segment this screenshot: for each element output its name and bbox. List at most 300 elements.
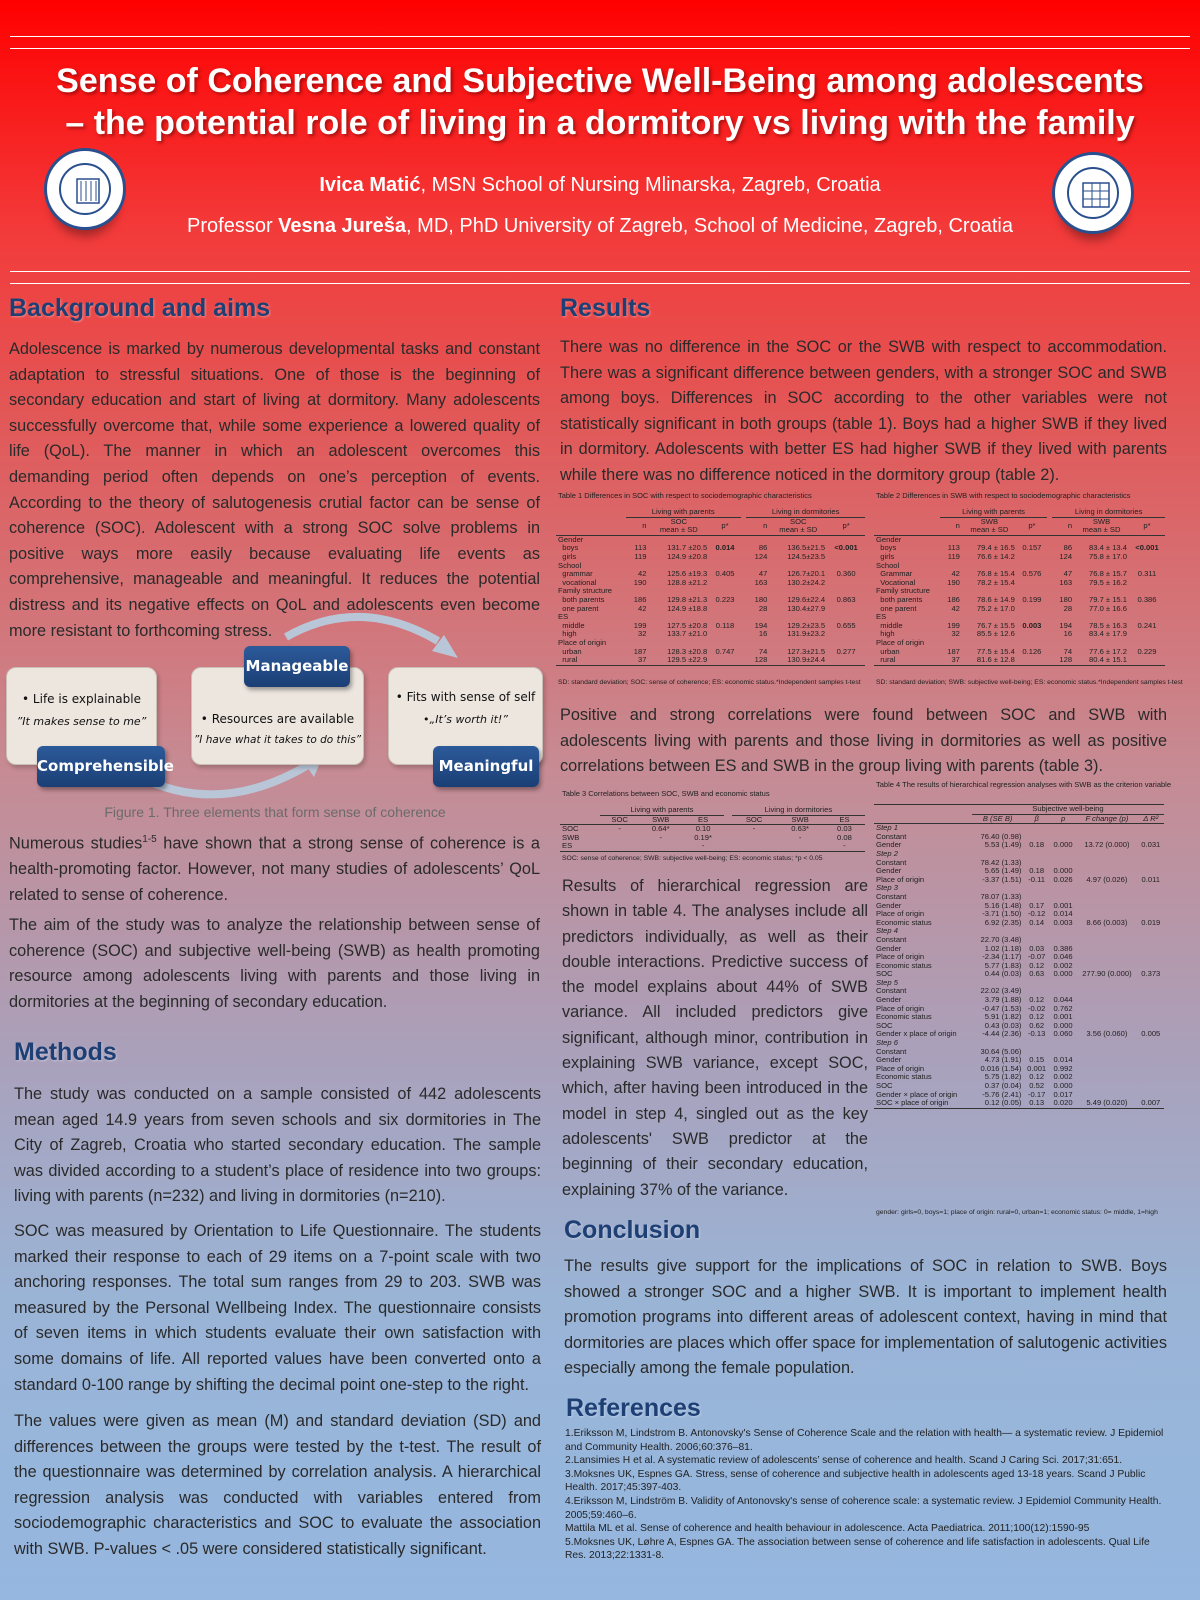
n-value: 187 bbox=[947, 646, 960, 656]
mean-value: 85.5 ± 12.6 bbox=[976, 629, 1015, 639]
reg-value: 5.77 (1.83) bbox=[984, 960, 1022, 970]
super-header-row bbox=[874, 805, 1164, 815]
n-value: 47 bbox=[1063, 569, 1073, 579]
reg-value bbox=[1076, 1056, 1137, 1065]
table1-caption: Table 1 Differences in SOC with respect to sociodemographic characteristics bbox=[558, 491, 812, 500]
mean-value: 133.7 ±21.0 bbox=[667, 629, 708, 639]
methods-paragraph-2: SOC was measured by Orientation to Life Questionnaire. The students marked their response to each of 29 items on a 7-point scale with two anchoring responses. The total sum ranges from 29 to 203. SWB was measured by the Personal Wellbeing Index. The questionnaire consists of seven items in which students evaluate their own satisfaction with some domains of life. All reported values have been converted onto a standard 0-100 range by shifting the decimal point one-step to the right. bbox=[14, 1222, 541, 1394]
reg-value bbox=[1138, 996, 1164, 1005]
col-header: SWB bbox=[640, 815, 682, 825]
reg-value: 0.03 bbox=[1029, 943, 1045, 953]
mean-value: 130.9±24.4 bbox=[769, 656, 827, 665]
mean-value: 75.8 ± 17.0 bbox=[1089, 551, 1127, 561]
mean-value: 75.2 ± 17.0 bbox=[976, 603, 1015, 613]
table-row bbox=[874, 656, 1165, 665]
row-label: Grammar bbox=[876, 569, 913, 579]
row-label: high bbox=[876, 629, 895, 639]
p-value bbox=[1017, 553, 1047, 562]
p-value bbox=[1017, 605, 1047, 614]
reg-value: 0.005 bbox=[1141, 1029, 1161, 1039]
reg-value bbox=[1076, 902, 1137, 911]
reg-value bbox=[1138, 987, 1164, 996]
row-label: Gender bbox=[876, 1055, 902, 1065]
row-label: Place of origin bbox=[876, 1063, 925, 1073]
author-line-1 bbox=[0, 174, 1200, 197]
results-heading: Results bbox=[560, 294, 651, 322]
n-value: 32 bbox=[638, 629, 647, 639]
background-paragraph-2 bbox=[9, 827, 540, 908]
p-value: 0.277 bbox=[836, 646, 856, 656]
box2-quote: ”I have what it takes to do this” bbox=[193, 734, 362, 746]
row-label: both parents bbox=[558, 594, 605, 604]
row-label: Place of origin bbox=[876, 1003, 925, 1013]
label-manageable: Manageable bbox=[244, 646, 350, 687]
reg-value: 0.43 (0.03) bbox=[984, 1020, 1022, 1030]
reg-value: 0.62 bbox=[1029, 1020, 1045, 1030]
col-measure-header bbox=[962, 517, 1017, 535]
title-line-2: – the potential role of living in a dormitory vs living with the family bbox=[65, 104, 1135, 142]
reg-value bbox=[1138, 1073, 1164, 1082]
reg-value bbox=[1138, 1056, 1164, 1065]
header-rule-bottom-2 bbox=[10, 283, 1190, 284]
poster-title bbox=[0, 60, 1200, 144]
mean-value: 79.5 ± 16.2 bbox=[1089, 577, 1127, 587]
group-label: Living with parents bbox=[600, 806, 725, 815]
reference-item: 2.Lansimies H et al. A systematic review of adolescents’ sense of coherence and health. Scand J Caring Sci. 2017;31:651. bbox=[565, 1455, 1123, 1467]
table-row bbox=[560, 834, 865, 843]
reg-value: 0.17 bbox=[1029, 900, 1045, 910]
p-value: <0.001 bbox=[1135, 543, 1159, 553]
reg-value: 0.12 (0.05) bbox=[972, 1099, 1024, 1108]
col-n-header: n bbox=[626, 517, 649, 535]
table4-caption: Table 4 The results of hierarchical regression analyses with SWB as the criterion variable bbox=[876, 780, 1171, 789]
reg-value: 6.92 (2.35) bbox=[984, 917, 1022, 927]
n-value: 16 bbox=[1063, 629, 1073, 639]
mean-value: 78.6 ± 14.9 bbox=[976, 594, 1015, 604]
reg-value: 0.18 bbox=[1029, 840, 1045, 850]
row-group-label: Gender bbox=[876, 534, 902, 544]
conclusion-paragraph: The results give support for the implications of SOC in relation to SWB. Boys showed a stronger SOC and a higher SWB. It is important to implement health promotion programs into different areas of adolescent context, having in mind that dormitories are places which offer space for implementation of salutogenic activities especially among the female population. bbox=[564, 1257, 1167, 1378]
table-cell bbox=[874, 805, 972, 815]
label-meaningful: Meaningful bbox=[433, 746, 539, 787]
p-value: 0.576 bbox=[1022, 569, 1042, 579]
reg-value: 78.07 (1.33) bbox=[980, 891, 1022, 901]
box2-bullet: Resources are available bbox=[211, 712, 355, 726]
measure-name: SOC bbox=[670, 516, 688, 526]
n-value: 37 bbox=[626, 656, 649, 665]
n-value: 180 bbox=[754, 594, 768, 604]
row-label: both parents bbox=[876, 594, 923, 604]
p2-start: Numerous studies bbox=[9, 834, 143, 853]
reg-value: 0.020 bbox=[1050, 1099, 1076, 1108]
table-row bbox=[874, 605, 1165, 614]
author-2-title: Professor bbox=[187, 215, 279, 237]
reg-value: 0.12 bbox=[1029, 1012, 1045, 1022]
row-label: Gender bbox=[876, 840, 902, 850]
p-value: 0.126 bbox=[1022, 646, 1042, 656]
row-label: Place of origin bbox=[876, 952, 925, 962]
col-header: ES bbox=[824, 815, 865, 825]
row-group-label: ES bbox=[876, 612, 887, 622]
col-p-header: p* bbox=[709, 517, 741, 535]
results-paragraph-2: Positive and strong correlations were found between SOC and SWB with adolescents living with parents and those living in dormitories as well as positive correlations between ES and SWB in the group living with parents (table 3). bbox=[560, 706, 1167, 776]
p-value: 0.003 bbox=[1022, 620, 1042, 630]
n-value: 47 bbox=[758, 569, 768, 579]
n-value: 32 bbox=[951, 629, 960, 639]
reg-value: 0.026 bbox=[1053, 874, 1073, 884]
corr-value: 0.64* bbox=[651, 824, 670, 834]
reg-value: -3.37 (1.51) bbox=[982, 874, 1022, 884]
measure-unit: mean ± SD bbox=[779, 525, 818, 535]
mean-value: 77.6 ± 17.2 bbox=[1089, 646, 1127, 656]
corr-value bbox=[640, 842, 682, 851]
reg-value: 0.019 bbox=[1141, 917, 1161, 927]
reg-value: 0.373 bbox=[1141, 969, 1161, 979]
p-value bbox=[827, 605, 865, 614]
mean-value: 129.2±23.5 bbox=[787, 620, 826, 630]
reg-value bbox=[1138, 893, 1164, 902]
reg-value bbox=[1138, 1013, 1164, 1022]
table3-caption: Table 3 Correlations between SOC, SWB and economic status bbox=[562, 789, 770, 798]
row-label: boys bbox=[876, 543, 897, 553]
measure-unit: mean ± SD bbox=[970, 525, 1009, 535]
row-label: Gender × place of origin bbox=[876, 1089, 958, 1099]
n-value: 42 bbox=[951, 569, 960, 579]
mean-value: 77.0 ± 16.6 bbox=[1089, 603, 1127, 613]
mean-value: 76.6 ± 14.2 bbox=[976, 551, 1015, 561]
corr-value bbox=[732, 842, 777, 851]
row-label: boys bbox=[558, 543, 579, 553]
author-1-affiliation: , MSN School of Nursing Mlinarska, Zagreb, Croatia bbox=[420, 174, 881, 196]
row-label: one parent bbox=[876, 603, 917, 613]
corr-value bbox=[600, 842, 640, 851]
reg-value: 0.000 bbox=[1053, 840, 1073, 850]
row-label: vocational bbox=[558, 577, 597, 587]
p-value: 0.199 bbox=[1022, 594, 1042, 604]
reg-value: 0.002 bbox=[1053, 1072, 1073, 1082]
reg-value: 0.001 bbox=[1027, 1063, 1047, 1073]
n-value: 199 bbox=[633, 620, 647, 630]
p-value bbox=[1129, 630, 1165, 639]
mean-value: 78.2 ± 15.4 bbox=[976, 577, 1015, 587]
p-value bbox=[1129, 553, 1165, 562]
n-value: 186 bbox=[947, 594, 960, 604]
reg-value: 0.14 bbox=[1029, 917, 1045, 927]
col-header: Δ R² bbox=[1138, 814, 1164, 824]
mean-value: 80.4 ± 15.1 bbox=[1074, 656, 1129, 665]
row-label: rural bbox=[874, 656, 940, 665]
table-cell bbox=[724, 825, 731, 834]
p-value: 0.223 bbox=[715, 594, 735, 604]
table1 bbox=[556, 508, 865, 666]
reference-item: 1.Eriksson M, Lindstrom B. Antonovsky's Sense of Coherence Scale and the relation with health— a systematic review. J Epidemiol and Community Health. 2006;60:376–81. bbox=[565, 1428, 1164, 1453]
reg-value bbox=[1076, 987, 1137, 996]
col-header: ES bbox=[682, 815, 724, 825]
col-p-header: p* bbox=[1017, 517, 1047, 535]
col-measure-header bbox=[648, 517, 709, 535]
step-label: Step 5 bbox=[876, 977, 898, 987]
n-value: 194 bbox=[1059, 620, 1073, 630]
n-value: 42 bbox=[951, 603, 960, 613]
p-value: 0.863 bbox=[836, 594, 856, 604]
mean-value: 126.7±20.1 bbox=[787, 569, 826, 579]
mean-value: 83.4 ± 13.4 bbox=[1089, 543, 1127, 553]
row-label: Economic status bbox=[876, 960, 932, 970]
row-group-label: Gender bbox=[558, 534, 584, 544]
corr-value: - bbox=[659, 832, 662, 842]
row-group-label: ES bbox=[558, 612, 569, 622]
reg-value: -0.07 bbox=[1028, 952, 1046, 962]
table-cell bbox=[724, 815, 731, 825]
p-value bbox=[709, 630, 741, 639]
row-label: Constant bbox=[876, 831, 907, 841]
reg-value: 0.060 bbox=[1053, 1029, 1073, 1039]
mean-value: 131.9±23.2 bbox=[787, 629, 826, 639]
row-label: SOC × place of origin bbox=[874, 1099, 972, 1108]
p-value bbox=[709, 553, 741, 562]
row-group-label: Place of origin bbox=[876, 637, 925, 647]
medical-faculty-seal-logo bbox=[44, 148, 126, 230]
row-label: Place of origin bbox=[876, 874, 925, 884]
reg-value bbox=[1138, 1082, 1164, 1091]
mean-value: 81.6 ± 12.8 bbox=[962, 656, 1017, 665]
mean-value: 129.8 ±21.3 bbox=[667, 594, 708, 604]
reg-value bbox=[1076, 936, 1137, 945]
background-paragraph-1: Adolescence is marked by numerous developmental tasks and constant adaptation to stressful situations. One of those is the beginning of secondary education and start of living at dormitory. Many adolescents successfully overcome that, while some experience a lowered quality of life (QoL). The manner in which an adolescent overcomes this demanding period often depends on one’s perception of events. According to the theory of salutogenesis crutial factor can be sense of coherence (SOC). Adolescent with a strong SOC solve problems in positive ways more easily because evaluating life events as comprehensive, manageable and meaningful. It reduces the potential distress and its negative effects on QoL and adolescents even become more resistant to forthcoming stress. bbox=[9, 340, 540, 640]
row-label: one parent bbox=[558, 603, 599, 613]
reg-value: 0.992 bbox=[1053, 1063, 1073, 1073]
n-value: 128 bbox=[1052, 656, 1074, 665]
reg-value: 0.017 bbox=[1053, 1089, 1073, 1099]
reg-value bbox=[1138, 936, 1164, 945]
table-cell bbox=[874, 517, 940, 535]
step-label: Step 2 bbox=[876, 848, 898, 858]
mean-value: 127.5 ±20.8 bbox=[667, 620, 708, 630]
reg-value: 22.70 (3.48) bbox=[980, 934, 1022, 944]
row-label: Constant bbox=[876, 857, 907, 867]
conclusion-heading: Conclusion bbox=[564, 1216, 701, 1244]
box3-quote-row: •„It’s worth it!” bbox=[423, 713, 508, 726]
reg-value: 22.02 (3.49) bbox=[980, 986, 1022, 996]
col-n-header: n bbox=[940, 517, 962, 535]
reg-value: 0.000 bbox=[1053, 866, 1073, 876]
row-label: SWB bbox=[562, 832, 580, 842]
reg-value: 4.97 (0.026) bbox=[1086, 874, 1128, 884]
group-label: Living in dormitories bbox=[1052, 508, 1165, 517]
p-value: 0.747 bbox=[715, 646, 735, 656]
box3-bullet: Fits with sense of self bbox=[406, 690, 536, 704]
row-label: girls bbox=[558, 551, 577, 561]
reg-value: 0.386 bbox=[1053, 943, 1073, 953]
n-value: 119 bbox=[634, 551, 647, 561]
row-group-label: School bbox=[558, 560, 582, 570]
row-label: Place of origin bbox=[876, 909, 925, 919]
box3-bullet-row: • Fits with sense of self bbox=[395, 690, 536, 704]
super-header: Subjective well-being bbox=[972, 805, 1164, 815]
table-row bbox=[874, 553, 1165, 562]
mean-value: 124.9 ±18.8 bbox=[667, 603, 708, 613]
university-seal-logo bbox=[1052, 152, 1134, 234]
reg-value: -4.44 (2.36) bbox=[982, 1029, 1022, 1039]
mean-value: 124.9 ±20.8 bbox=[667, 551, 708, 561]
n-value: 42 bbox=[638, 569, 647, 579]
col-header: SOC bbox=[600, 815, 640, 825]
mean-value: 130.4±27.9 bbox=[787, 603, 826, 613]
table-row bbox=[874, 841, 1164, 850]
table2-note: SD: standard deviation; SWB: subjective well-being; ES: economic status.*Independent samples t-test bbox=[876, 679, 1183, 686]
p2-citation: 1-5 bbox=[142, 834, 157, 845]
table-cell bbox=[724, 842, 731, 851]
table-cell bbox=[560, 806, 600, 815]
row-group-label: Family structure bbox=[558, 586, 613, 596]
reg-value: 13.72 (0.000) bbox=[1084, 840, 1130, 850]
reg-value: 0.007 bbox=[1138, 1099, 1164, 1108]
p-value: 0.655 bbox=[836, 620, 856, 630]
reg-value bbox=[1076, 1013, 1137, 1022]
table-cell bbox=[724, 834, 731, 843]
reg-value: 277.90 (0.000) bbox=[1082, 969, 1132, 979]
box1-bullet: Life is explainable bbox=[32, 692, 141, 706]
p-value bbox=[1129, 605, 1165, 614]
col-n-header: n bbox=[1052, 517, 1074, 535]
n-value: 113 bbox=[947, 543, 960, 553]
p-value bbox=[1129, 656, 1165, 665]
table-row bbox=[556, 605, 865, 614]
measure-name: SWB bbox=[980, 516, 999, 526]
row-label: Gender bbox=[876, 900, 902, 910]
table3-note: SOC: sense of coherence; SWB: subjective well-being; ES: economic status; *p < 0.05 bbox=[562, 855, 823, 862]
row-label: grammar bbox=[558, 569, 593, 579]
reg-value: 0.000 bbox=[1053, 969, 1073, 979]
results-paragraph-3: Results of hierarchical regression are shown in table 4. The analyses include all predictors individually, as well as their double interactions. Predictive success of the model explains about 44% of SWB variance. All included predictors give significant, although minor, contribution in explaining SWB variance, except SOC, which, after having been introduced in the model in step 4, singled out as the key adolescents' SWB predictor at the beginning of their secondary education, explaining 37% of the variance. bbox=[562, 877, 868, 1199]
reg-value bbox=[1138, 902, 1164, 911]
corr-value: 0.03 bbox=[837, 824, 852, 834]
box2-bullet-row: • Resources are available bbox=[200, 712, 355, 726]
p-value: 0.229 bbox=[1137, 646, 1157, 656]
measure-unit: mean ± SD bbox=[659, 525, 698, 535]
n-value: 180 bbox=[1059, 594, 1073, 604]
box1-quote: ”It makes sense to me” bbox=[16, 715, 147, 728]
reg-value: 5.91 (1.82) bbox=[984, 1012, 1022, 1022]
group-header-row bbox=[874, 508, 1165, 517]
table-row bbox=[874, 919, 1164, 928]
reg-value: 0.011 bbox=[1141, 874, 1160, 884]
reg-value: 0.002 bbox=[1053, 960, 1073, 970]
row-label: SOC bbox=[876, 969, 893, 979]
reg-value: 0.762 bbox=[1053, 1003, 1073, 1013]
row-label: Gender bbox=[876, 995, 902, 1005]
col-p-header: p* bbox=[1129, 517, 1165, 535]
n-value: 190 bbox=[633, 577, 647, 587]
p-value bbox=[709, 579, 741, 588]
mean-value: 83.4 ± 17.9 bbox=[1089, 629, 1127, 639]
corr-value: 0.63* bbox=[791, 824, 810, 834]
reg-value bbox=[1076, 893, 1137, 902]
n-value: 86 bbox=[758, 543, 768, 553]
row-label: Vocational bbox=[876, 577, 916, 587]
reg-value: 3.79 (1.88) bbox=[984, 995, 1022, 1005]
row-label: Constant bbox=[876, 986, 907, 996]
table-row bbox=[560, 825, 865, 834]
row-label: Constant bbox=[876, 934, 907, 944]
header-rule-bottom-1 bbox=[10, 271, 1190, 272]
row-label: SOC bbox=[562, 824, 579, 834]
p-value bbox=[827, 553, 865, 562]
p-value: 0.241 bbox=[1137, 620, 1157, 630]
methods-paragraph-3: The values were given as mean (M) and standard deviation (SD) and differences between the groups were tested by the t-test. The result of the questionnaire was determined by correlation analysis. A hierarchical regression analysis was conducted with variables entered from sociodemographic characteristics and SOC to evaluate the association with SWB. P-values < .05 were considered statistically significant. bbox=[14, 1412, 541, 1558]
reg-value: 0.37 (0.04) bbox=[984, 1081, 1022, 1090]
table-row bbox=[874, 876, 1164, 885]
mean-value: 76.8 ± 15.4 bbox=[976, 569, 1015, 579]
reg-value bbox=[1138, 1005, 1164, 1014]
background-heading: Background and aims bbox=[9, 294, 271, 322]
n-value: 113 bbox=[634, 543, 647, 553]
group-label: Living in dormitories bbox=[746, 508, 865, 517]
column-header-row bbox=[874, 814, 1164, 824]
reg-value: 78.42 (1.33) bbox=[980, 857, 1022, 867]
group-header-row bbox=[560, 806, 865, 815]
methods-heading: Methods bbox=[14, 1038, 117, 1066]
row-label: Economic status bbox=[876, 1012, 932, 1022]
reg-value bbox=[1076, 945, 1137, 954]
reference-item: 4.Eriksson M, Lindström B. Validity of Antonovsky's sense of coherence scale: a systematic review. J Epidemiol Community Health. 2005;59:460–6. bbox=[565, 1495, 1162, 1521]
row-label: urban bbox=[876, 646, 900, 656]
column-header-row bbox=[874, 517, 1165, 535]
p-value bbox=[1017, 579, 1047, 588]
corr-value: 0.10 bbox=[695, 824, 711, 834]
author-line-2 bbox=[0, 215, 1200, 238]
corr-value: - bbox=[618, 824, 621, 834]
n-value: 128 bbox=[746, 656, 769, 665]
reg-value: 5.65 (1.49) bbox=[984, 866, 1022, 876]
reg-value: 0.046 bbox=[1053, 952, 1073, 962]
p-value bbox=[827, 579, 865, 588]
corr-value: 0.19* bbox=[694, 832, 712, 842]
reg-value: 1.02 (1.18) bbox=[984, 943, 1022, 953]
p-value bbox=[827, 630, 865, 639]
corr-value: - bbox=[824, 842, 865, 851]
reg-value: 0.52 bbox=[1029, 1081, 1045, 1090]
reg-value: -0.02 bbox=[1028, 1003, 1046, 1013]
table-row bbox=[560, 842, 865, 851]
reg-value: 0.15 bbox=[1029, 1055, 1045, 1065]
reg-value: 0.12 bbox=[1029, 995, 1045, 1005]
col-n-header: n bbox=[746, 517, 769, 535]
references-heading: References bbox=[566, 1394, 701, 1422]
mean-value: 136.5±21.5 bbox=[787, 543, 826, 553]
n-value: 119 bbox=[947, 551, 960, 561]
n-value: 124 bbox=[754, 551, 768, 561]
reg-value: 30.64 (5.06) bbox=[980, 1046, 1022, 1056]
row-label: Constant bbox=[876, 891, 907, 901]
p-value: 0.360 bbox=[836, 569, 856, 579]
table-cell bbox=[874, 508, 940, 517]
table-row bbox=[556, 656, 865, 665]
n-value: 74 bbox=[758, 646, 768, 656]
reg-value: 5.75 (1.82) bbox=[984, 1072, 1022, 1082]
mean-value: 129.5 ±22.9 bbox=[648, 656, 709, 665]
results-paragraph-1: There was no difference in the SOC or the SWB with respect to accommodation. There was a significant difference between genders, with a stronger SOC and SWB among boys. Differences in SOC according to the other variables were not statistically significant in both groups (table 1). Boys had a higher SWB if they lived in dormitory. Adolescents with better ES had higher SWB if they lived with parents while there was no difference noticed in the dormitory group (table 2). bbox=[560, 338, 1167, 484]
row-label: Gender bbox=[876, 943, 902, 953]
n-value: 28 bbox=[1063, 603, 1073, 613]
p-value: 0.118 bbox=[715, 620, 735, 630]
reg-value: 0.044 bbox=[1053, 995, 1073, 1005]
reg-value: 4.73 (1.91) bbox=[984, 1055, 1022, 1065]
p-value bbox=[709, 656, 741, 665]
corr-value: 0.08 bbox=[837, 832, 852, 842]
reg-value bbox=[1138, 945, 1164, 954]
corr-value: - bbox=[682, 842, 724, 851]
